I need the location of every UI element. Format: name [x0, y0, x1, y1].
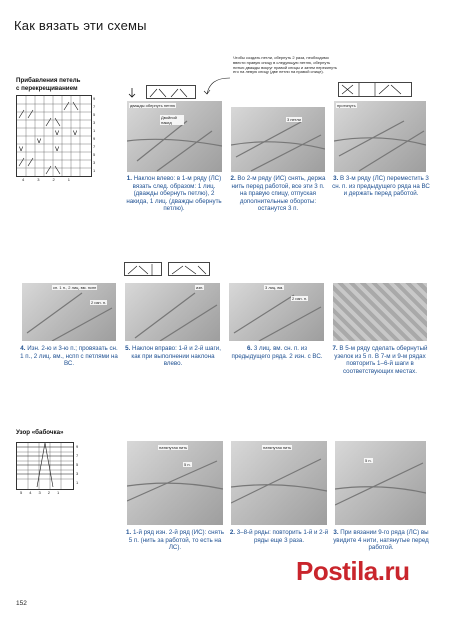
row-number: 9 [76, 444, 79, 449]
step-number: 2. [230, 175, 236, 182]
row-number: 7 [93, 144, 96, 149]
step-text: В 3-м ряду (ЛС) переместить 3 сн. п. из предыдущего ряда на ВС и держать перед работой. [332, 175, 430, 198]
row-number: 7 [76, 453, 79, 458]
svg-text:V: V [73, 130, 78, 137]
photo-butterfly-1 [127, 441, 223, 525]
photo-label: 5 п. [184, 462, 191, 467]
row-number: 9 [93, 136, 96, 141]
step-text: В 5-м ряду сделать обернутый узелок из 5 п. В 7-м и 9-м рядах повторить 1–6-й шаги в соответствующих местах. [334, 345, 428, 375]
page-title: Как вязать эти схемы [14, 18, 147, 33]
photo-label: 2 изн. п. [91, 300, 107, 305]
symbol-strip-1-svg [147, 87, 195, 99]
photo-label: дважды обернуть петлю [130, 103, 176, 108]
photo-butterfly-3 [335, 441, 426, 525]
row-number: 7 [93, 104, 96, 109]
symbol-strip-2 [338, 82, 412, 97]
svg-text:V: V [37, 138, 42, 145]
page-number: 152 [16, 600, 27, 607]
photo-butterfly-2 [231, 441, 327, 525]
photo-step-1 [127, 101, 222, 172]
photo-label: натянутая нить [263, 445, 292, 450]
photo-step-4 [22, 283, 116, 341]
chart1-col-numbers [22, 177, 70, 182]
row-number: 5 [93, 112, 96, 117]
row-number: 5 [93, 152, 96, 157]
row-number: 1 [76, 480, 79, 485]
col-number: 1 [56, 490, 60, 495]
chart2-col-numbers [20, 490, 59, 495]
step-text: Изн. 2-ю и 3-ю п.; провязать сн. 1 п., 2 лиц. вм., нспп с петлями на ВС. [20, 345, 118, 368]
symbol-strip-1 [146, 85, 196, 99]
step-2-caption [228, 175, 328, 213]
col-number: 3 [38, 490, 41, 495]
photo-step-6 [229, 283, 324, 341]
knitting-chart-2-grid [17, 443, 73, 489]
photo-step-2 [231, 107, 325, 172]
col-number: 2 [47, 490, 50, 495]
step-number: 2. [229, 529, 235, 536]
photo-step-5 [125, 283, 220, 341]
step-text: Наклон вправо: 1-й и 2-й шаги, как при выполнении наклона влево. [131, 345, 221, 368]
step-number: 3. [333, 529, 339, 536]
step-text: 3–8-й ряды: повторить 1-й и 2-й ряды еще 3 раза. [236, 529, 329, 544]
pointer-arrow-icon [203, 76, 231, 101]
section1-label-line2: с перекрещиванием [16, 84, 78, 92]
row-number: 5 [76, 462, 79, 467]
row-number: 9 [93, 96, 96, 101]
step-number: 4. [20, 345, 26, 352]
col-number: 2 [52, 177, 55, 182]
step-5-caption [123, 345, 223, 368]
watermark-logo: Postila.ru [296, 556, 410, 586]
step-number: 3. [333, 175, 339, 182]
photo-label: 3 петли [287, 117, 301, 122]
row-number: 3 [76, 471, 79, 476]
col-number: 4 [29, 490, 32, 495]
svg-text:V: V [55, 146, 60, 153]
photo-step-7 [333, 283, 427, 341]
step-7-caption [330, 345, 430, 375]
butterfly-step-1-caption [124, 529, 226, 552]
step-number: 1. [126, 175, 132, 182]
col-number: 5 [20, 490, 23, 495]
photo-label: 3 лиц. вм. [265, 285, 284, 290]
col-number: 3 [37, 177, 40, 182]
symbol-strip-4 [168, 262, 210, 276]
svg-text:V: V [55, 130, 60, 137]
step-1-caption [124, 175, 224, 213]
knitting-chart-2 [16, 442, 74, 490]
photo-label: 5 п. [365, 458, 372, 463]
photo-step-3 [334, 101, 426, 172]
step-text: 1-й ряд изн. 2-й ряд (ИС): снять 5 п. (нить за работой, то есть на ЛС). [128, 529, 224, 552]
step-number: 5. [125, 345, 131, 352]
photo-label: натянутая нить [159, 445, 188, 450]
photo-label: протянуть [337, 103, 356, 108]
butterfly-step-3-caption [332, 529, 430, 552]
col-number: 4 [22, 177, 25, 182]
col-number: 1 [67, 177, 70, 182]
row-number: 3 [93, 120, 96, 125]
butterfly-step-2-caption [228, 529, 330, 544]
symbol-strip-3 [124, 262, 162, 276]
photo-label: 2 изн. п. [292, 296, 308, 301]
instruction-note: Чтобы создать петли, обернуть 2 раза, необходимо ввести правую спицу в следующую петлю, обернуть нитью дважды вокруг правой спицы и затем перекинуть его на левую спицу (две петли на правой спице). [233, 55, 337, 75]
symbol-strip-2-svg [339, 83, 411, 96]
row-number: 1 [93, 128, 96, 133]
step-3-caption [332, 175, 430, 198]
section2-label: Узор «бабочка» [16, 429, 64, 436]
step-4-caption [19, 345, 119, 368]
step-6-caption [227, 345, 327, 360]
section1-label-line1: Прибавления петель [16, 77, 81, 84]
photo-label: изн. [196, 285, 204, 290]
chart2-row-numbers [76, 442, 78, 487]
row-number: 1 [93, 168, 96, 173]
knitting-chart-1 [16, 95, 92, 177]
step-number: 7. [332, 345, 338, 352]
chart1-row-numbers [93, 95, 95, 175]
row-number: 3 [93, 160, 96, 165]
photo-label: сн. 1 п., 2 лиц. вм. нспп [53, 285, 97, 290]
knitting-chart-1-grid [17, 96, 91, 176]
section1-label [16, 77, 80, 92]
step-number: 1. [126, 529, 132, 536]
step-text: Во 2-м ряду (ИС) снять, держа нить перед работой, все эти 3 п. на правую спицу, отпуская дополнительные обороты: останутся 3 п. [231, 175, 326, 213]
svg-text:V: V [19, 146, 24, 153]
step-text: При вязании 9-го ряда (ЛС) вы увидите 4 нити, натянутые перед работой. [333, 529, 429, 552]
step-text: 3 лиц. вм. сн. п. из предыдущего ряда. 2 изн. с ВС. [231, 345, 323, 360]
step-number: 6. [246, 345, 253, 352]
step-text: Наклон влево: в 1-м ряду (ЛС) вязать след. образом: 1 лиц. (дважды обернуть петлю), 2 накида, 1 лиц. (дважды обернуть петлю). [126, 175, 222, 213]
photo-label: Двойной накид [160, 115, 184, 125]
